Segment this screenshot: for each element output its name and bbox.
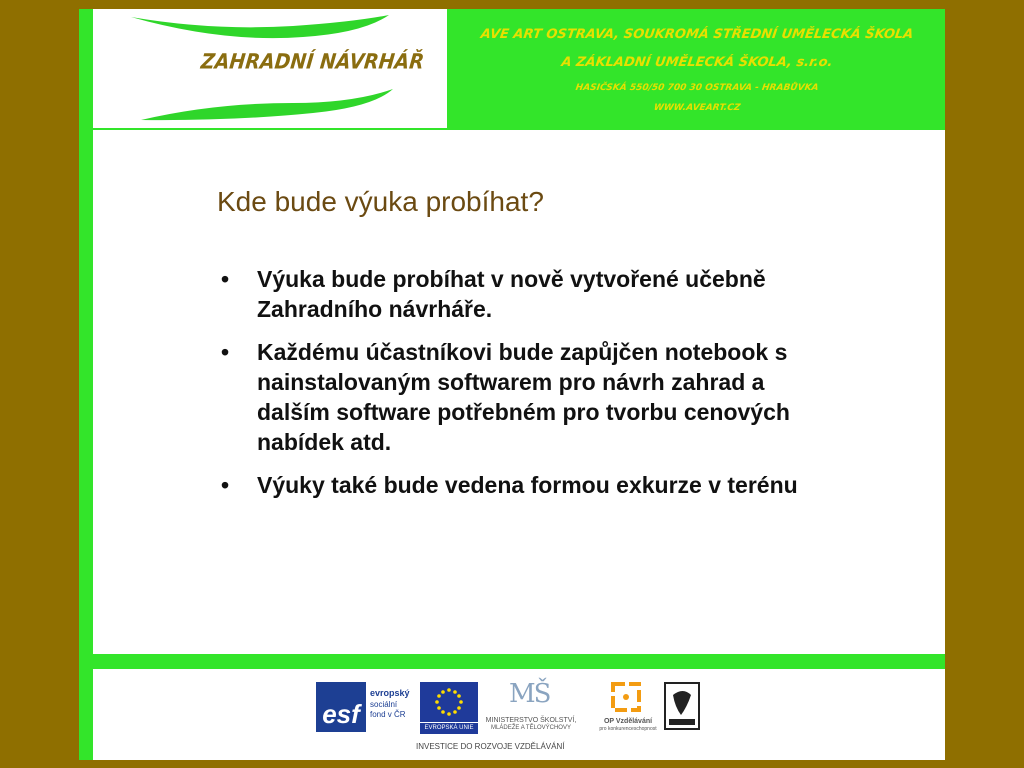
bullet-item: • Každému účastníkovi bude zapůjčen notebook s nainstalovaným softwarem pro návrh zahrad a dalším software potřebném pro tvorbu cenových nabídek atd.: [221, 337, 841, 457]
msmt-text-line2: MLÁDEŽE A TĚLOVÝCHOVY: [491, 725, 571, 731]
eu-flag-icon: [420, 682, 478, 722]
school-address: HASIČSKÁ 550/50 700 30 OSTRAVA - HRABŮVKA: [574, 83, 820, 93]
school-info-panel: [449, 9, 945, 128]
bullet-list: [221, 264, 841, 513]
leaf-swoosh-bottom-icon: [93, 85, 447, 127]
esf-logo: esf evropský sociální fond v ČR: [316, 682, 414, 732]
op-logo: [593, 682, 663, 737]
slide-frame: [79, 9, 945, 760]
eu-logo: [420, 682, 478, 734]
school-name-line2: A ZÁKLADNÍ UMĚLECKÁ ŠKOLA, s.r.o.: [560, 55, 834, 70]
leaf-swoosh-top-icon: [93, 9, 447, 49]
bullet-item: • Výuka bude probíhat v nově vytvořené učebně Zahradního návrháře.: [221, 264, 841, 324]
esf-text-line3: fond v ČR: [370, 710, 406, 719]
aveart-emblem-icon: [663, 681, 703, 733]
esf-text-line2: sociální: [370, 700, 398, 709]
op-text-line1: OP Vzdělávání: [603, 718, 653, 725]
msmt-text-line1: MINISTERSTVO ŠKOLSTVÍ,: [485, 717, 577, 724]
op-text-line2: pro konkurenceschopnost: [599, 726, 657, 732]
slide-title: Kde bude výuka probíhat?: [217, 186, 544, 217]
school-website: WWW.AVEART.CZ: [653, 103, 741, 113]
eu-label: EVROPSKÁ UNIE: [420, 723, 478, 734]
esf-text-line1: evropský: [370, 688, 410, 698]
header-logo-panel: [93, 9, 447, 128]
aveart-logo: [663, 681, 703, 733]
footer-caption: INVESTICE DO ROZVOJE VZDĚLÁVÁNÍ: [416, 742, 565, 751]
footer-logos: [93, 669, 945, 760]
msmt-logo: MŠ MINISTERSTVO ŠKOLSTVÍ, MLÁDEŽE A TĚLOVÝCHOVY: [481, 679, 581, 739]
bullet-item: • Výuky také bude vedena formou exkurze v terénu: [221, 470, 841, 500]
slide-content: [93, 130, 945, 654]
school-name-line1: AVE ART OSTRAVA, SOUKROMÁ STŘEDNÍ UMĚLECKÁ ŠKOLA: [479, 27, 915, 42]
op-square-icon: [593, 682, 663, 716]
logo-text: ZAHRADNÍ NÁVRHÁŘ: [199, 49, 426, 75]
